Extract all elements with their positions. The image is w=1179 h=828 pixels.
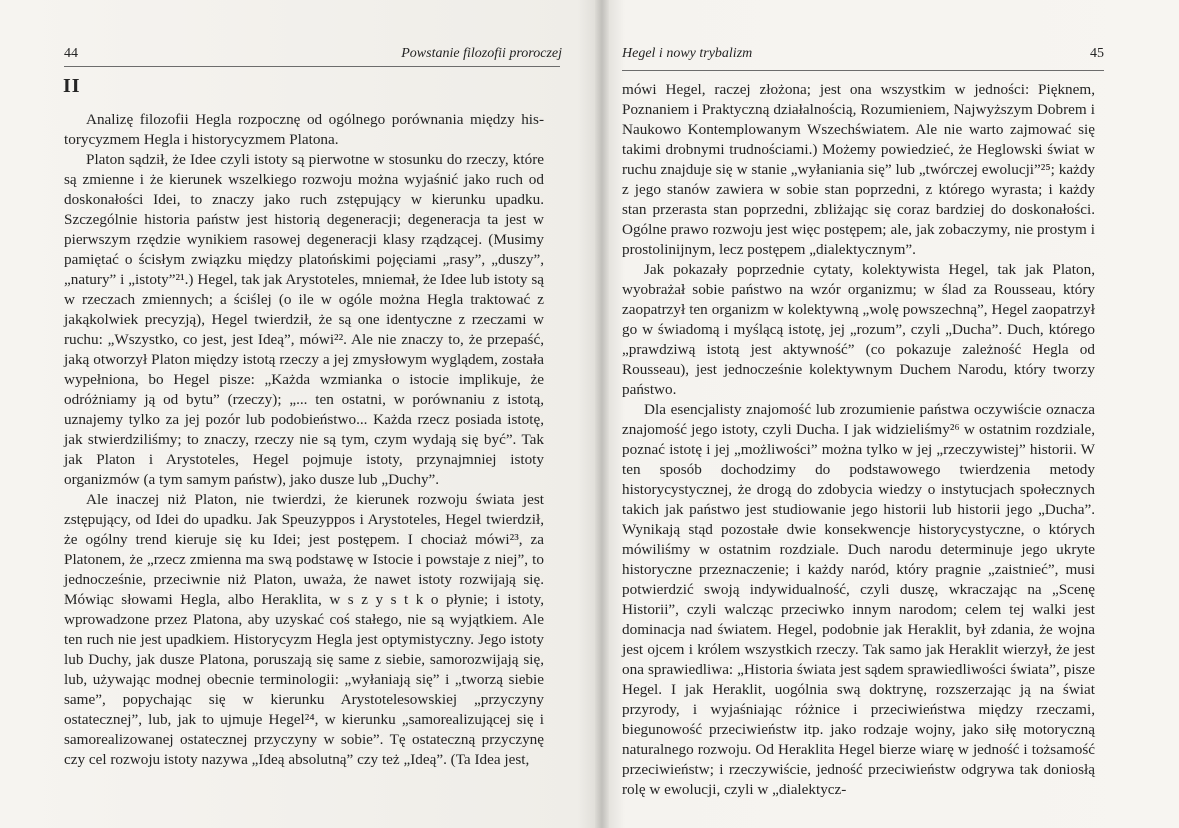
section-heading: II (63, 75, 81, 97)
running-head: Powstanie filozofii proroczej (401, 46, 562, 61)
book-gutter (595, 0, 609, 828)
header-rule (64, 66, 560, 67)
paragraph: Dla esencjalisty znajomość lub zrozumienie państwa oczywiście oznacza znajomość jego istoty, czyli Ducha. I jak widzieliśmy²⁶ w ostatnim rozdziale, poznać istotę i jej „możliwości” można tylko w jej „rzeczywistej” historii. W ten sposób dochodzimy do podstawowego twierdzenia metody historycystycznej, że drogą do zdobycia wiedzy o instytucjach społecznych takich jak państwo jest studiowanie jego historii lub historii jego „Ducha”. Wynikają stąd pozostałe dwie konsekwencje historycystyczne, o których mówiliśmy w ostatnim rozdziale. Duch narodu determinuje jego ukryte historyczne przeznaczenie; i każdy naród, który pragnie „zaistnieć”, musi potwierdzić swoją indywidualność, czyli duszę, wkraczając na „Scenę Historii”, czyli walcząc przeciwko innym narodom; celem tej walki jest dominacja nad światem. Hegel, podobnie jak Heraklit, był zdania, że wojna jest ojcem i królem wszystkich rzeczy. Tak samo jak Heraklit wierzył, że jest ona sprawiedliwa: „Historia świata jest sądem sprawiedliwości świata”, pisze Hegel. I jak Heraklit, uogólnia swą doktrynę, rozszerzając ją na świat przyrody, i wyjaśniając różnice i przeciwieństwa między rzeczami, biegunowość przeciwieństw itp. jako rodzaje wojny, jako siłę motoryczną naturalnego rozwoju. Od Heraklita Hegel bierze wiarę w jedność i tożsamość przeciwieństw; i rzeczywiście, jedność przeciwieństw odgrywa tak doniosłą rolę w ewolucji, czyli w „dialektycz- (622, 401, 1095, 798)
left-page-body (64, 110, 544, 770)
right-page (609, 0, 1179, 828)
page-number: 44 (64, 46, 78, 61)
paragraph: Ale inaczej niż Platon, nie twierdzi, że kierunek rozwoju świata jest zstępujący, od Idei do upadku. Jak Speuzyppos i Arystoteles, Hegel twierdził, że ogólny trend kieruje się ku Idei; jest postępem. I chociaż mówi²³, za Platonem, że „rzecz zmienna ma swą podstawę w Istocie i powstaje z niej”, to jednocześnie, przeciwnie niż Platon, uważa, że nawet istoty rozwijają się. Mówiąc słowami Hegla, albo Heraklita, w s z y s t k o płynie; i istoty, wprowadzone przez Platona, aby uzyskać coś stałego, nie są wyjątkiem. Ale ten ruch nie jest upadkiem. Historycyzm Hegla jest optymistyczny. Jego istoty lub Duchy, jak dusze Platona, poruszają się same z siebie, samorozwijają się, lub, używając modnej obecnie terminologii: „wyłaniają się” i „tworzą siebie same”, popychając się w kierunku Arystotelesowskiej „przyczyny ostatecznej”, lub, jak to ujmuje Hegel²⁴, w kierunku „samorealizującej się i samorealizowanej ostatecznej przyczyny w sobie”. Tę ostateczną przyczynę czy cel rozwoju istoty nazywa „Ideą absolutną” czy też „Ideą”. (Ta Idea jest, (64, 491, 544, 768)
header-rule (622, 70, 1104, 71)
page-number: 45 (1090, 46, 1104, 61)
paragraph: Analizę filozofii Hegla rozpocznę od ogólnego porównania między historycyzmem Hegla i historycyzmem Platona. (64, 111, 544, 148)
paragraph: Jak pokazały poprzednie cytaty, kolektywista Hegel, tak jak Platon, wyobrażał sobie państwo na wzór organizmu; w ślad za Rousseau, który zaopatrzył ten organizm w kolektywną „wolę powszechną”, Hegel zaopatrzył go w świadomą i myślącą istotę, jej „rozum”, czyli „Ducha”. Duch, którego „prawdziwą istotą jest aktywność” (co pokazuje zależność Hegla od Rousseau), jest jednocześnie kolektywnym Duchem Narodu, który tworzy państwo. (622, 261, 1095, 398)
paragraph: Platon sądził, że Idee czyli istoty są pierwotne w stosunku do rzeczy, które są zmienne i że kierunek wszelkiego rozwoju można wyjaśnić jako ruch od doskonałości Idei, to znaczy jako ruch zstępujący w kierunku upadku. Szczególnie historia państw jest historią degeneracji; degeneracja ta jest w pierwszym rzędzie wynikiem rasowej degeneracji klasy rządzącej. (Musimy pamiętać o ścisłym związku między platońskimi pojęciami „rasy”, „duszy”, „natury” i „istoty”²¹.) Hegel, tak jak Arystoteles, mniemał, że Idee lub istoty są w rzeczach zmiennych; a ściślej (o ile w ogóle można Hegla traktować z jakąkolwiek precyzją), Hegel twierdził, że są one identyczne z rzeczami w ruchu: „Wszystko, co jest, jest Ideą”, mówi²². Ale nie znaczy to, że przepaść, jaką otworzył Platon między istotą rzeczy a jej zmysłowym wyglądem, została wypełniona, bo Hegel pisze: „Każda wzmianka o istocie implikuje, że odróżniamy ją od bytu” (rzeczy); „... ten ostatni, w porównaniu z istotą, uznajemy tylko za jej pozór lub podobieństwo... Każda rzecz posiada istotę, jak stwierdziliśmy; to znaczy, rzeczy nie są tym, czym wydają się być”. Tak jak Platon i Arystoteles, Hegel pojmuje istoty, przynajmniej istoty organizmów (a tym samym państw), jako dusze lub „Duchy”. (64, 151, 544, 488)
paragraph: mówi Hegel, raczej złożona; jest ona wszystkim w jedności: Pięknem, Poznaniem i Praktyczną działalnością, Rozumieniem, Najwyższym Dobrem i Naukowo Kontemplowanym Wszechświatem. Ale nie warto zajmować się takimi drobnymi trudnościami.) Możemy powiedzieć, że Heglowski świat w ruchu znajduje się w stanie „wyłaniania się” lub „twórczej ewolucji”²⁵; każdy z jego stanów zawiera w sobie stan poprzedni, z którego wyrasta; i każdy stan przerasta stan poprzedni, zbliżając się coraz bardziej do doskonałości. Ogólne prawo rozwoju jest więc postępem; ale, jak zobaczymy, nie prostym i prostolinijnym, lecz postępem „dialektycznym”. (622, 81, 1095, 258)
right-page-body (622, 80, 1095, 800)
running-head: Hegel i nowy trybalizm (622, 46, 753, 61)
